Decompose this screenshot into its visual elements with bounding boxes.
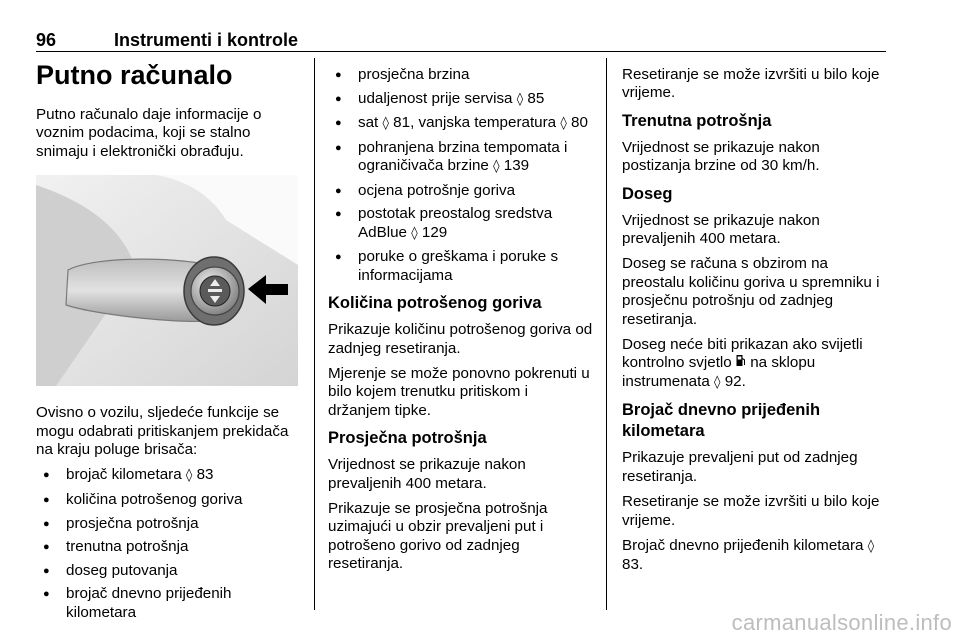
column-divider-1 xyxy=(314,58,315,610)
wiper-lever-illustration xyxy=(36,175,298,386)
paragraph: Doseg neće biti prikazan ako svijetli kontrolno svjetlo na sklopu instrumenata ◊ 92. xyxy=(622,336,863,390)
fuel-pump-icon xyxy=(736,354,746,372)
list-item: ● udaljenost prije servisa ◊ 85 xyxy=(328,90,594,109)
column-1 xyxy=(36,60,298,628)
paragraph: Vrijednost se prikazuje nakon postizanja brzine od 30 km/h. xyxy=(622,138,820,175)
column-3 xyxy=(622,66,890,582)
list-item: ● doseg putovanja xyxy=(36,562,298,580)
reference-icon: ◊ xyxy=(867,538,875,554)
function-list-2 xyxy=(328,66,594,285)
reference-icon: ◊ xyxy=(185,468,193,484)
paragraph: Prikazuje količinu potrošenog goriva od zadnjeg resetiranja. xyxy=(328,321,593,357)
heading-kolicina: Količina potrošenog goriva xyxy=(328,294,542,313)
list-item: ● količina potrošenog goriva xyxy=(36,491,298,509)
reference-icon: ◊ xyxy=(560,116,567,132)
list-item: ● prosječna potrošnja xyxy=(36,515,298,533)
heading-trenutna: Trenutna potrošnja xyxy=(622,111,772,130)
watermark: carmanualsonline.info xyxy=(731,610,952,635)
list-item: ● trenutna potrošnja xyxy=(36,538,298,556)
functions-intro: Ovisno o vozilu, sljedeće funkcije se mogu odabrati pritiskanjem prekidača na kraju poluge brisača: xyxy=(36,404,289,459)
running-title: Instrumenti i kontrole xyxy=(114,30,299,50)
list-item: ● postotak preostalog sredstva AdBlue ◊ 129 xyxy=(328,205,594,243)
paragraph: Resetiranje se može izvršiti u bilo koje vrijeme. xyxy=(622,66,880,102)
list-item: ● ocjena potrošnje goriva xyxy=(328,182,594,200)
column-divider-2 xyxy=(606,58,607,610)
heading-brojac: Brojač dnevno prijeđenih kilometara xyxy=(622,401,821,441)
list-item: ● brojač dnevno prijeđenih kilometara xyxy=(36,585,298,622)
reference-icon: ◊ xyxy=(411,225,418,241)
wiper-lever-figure xyxy=(36,175,298,386)
paragraph: Brojač dnevno prijeđenih kilometara ◊ 83. xyxy=(622,536,875,574)
reference-icon: ◊ xyxy=(382,116,389,132)
intro-paragraph: Putno računalo daje informacije o voznim podacima, koji se stalno snimaju i elektronički obrađuju. xyxy=(36,106,262,160)
list-item: ● sat ◊ 81, vanjska temperatura ◊ 80 xyxy=(328,114,594,133)
list-item: ● brojač kilometara ◊ 83 xyxy=(36,466,298,485)
page-header xyxy=(36,30,886,52)
paragraph: Prikazuje prevaljeni put od zadnjeg resetiranja. xyxy=(622,449,858,485)
list-item: ● prosječna brzina xyxy=(328,66,594,84)
paragraph: Mjerenje se može ponovno pokrenuti u bilo kojem trenutku pritiskom i držanjem tipke. xyxy=(328,365,590,419)
paragraph: Doseg se računa s obzirom na preostalu količinu goriva u spremniku i prosječnu potrošnju od zadnjeg resetiranja. xyxy=(622,255,880,328)
function-list-1 xyxy=(36,466,298,622)
column-2 xyxy=(328,66,594,581)
list-item: ● pohranjena brzina tempomata i ograničivača brzine ◊ 139 xyxy=(328,139,594,177)
heading-prosjecna: Prosječna potrošnja xyxy=(328,429,487,448)
heading-doseg: Doseg xyxy=(622,184,673,203)
paragraph: Resetiranje se može izvršiti u bilo koje vrijeme. xyxy=(622,493,880,529)
paragraph: Prikazuje se prosječna potrošnja uzimajući u obzir prevaljeni put i potrošeno gorivo od zadnjeg resetiranja. xyxy=(328,500,548,573)
header-rule xyxy=(36,51,886,52)
paragraph: Vrijednost se prikazuje nakon prevaljenih 400 metara. xyxy=(622,211,820,248)
page-number: 96 xyxy=(36,30,57,50)
list-item: ● poruke o greškama i poruke s informacijama xyxy=(328,248,594,285)
section-title: Putno računalo xyxy=(36,60,233,90)
paragraph: Vrijednost se prikazuje nakon prevaljenih 400 metara. xyxy=(328,456,526,492)
reference-icon: ◊ xyxy=(714,374,721,390)
reference-icon: ◊ xyxy=(493,159,500,175)
reference-icon: ◊ xyxy=(516,91,524,107)
